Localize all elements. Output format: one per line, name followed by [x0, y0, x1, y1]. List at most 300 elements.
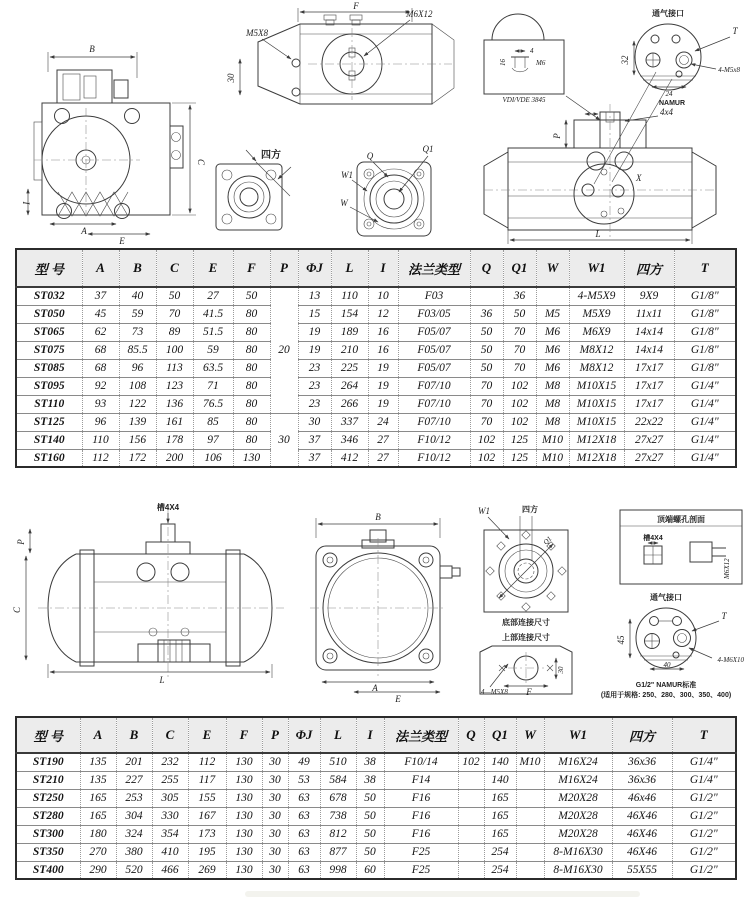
- value-cell: 173: [188, 825, 226, 843]
- value-cell: 80: [233, 413, 270, 431]
- value-cell: M20X28: [544, 789, 612, 807]
- value-cell: 165: [80, 807, 116, 825]
- dim-label-w: W: [340, 198, 348, 208]
- value-cell: 80: [233, 431, 270, 449]
- value-cell: M8: [536, 413, 569, 431]
- value-cell: 70: [470, 413, 503, 431]
- value-cell: 106: [193, 449, 233, 467]
- value-cell: 19: [368, 395, 398, 413]
- model-cell: ST065: [16, 323, 82, 341]
- value-cell: 16: [368, 323, 398, 341]
- value-cell: 304: [116, 807, 152, 825]
- value-cell: [516, 771, 544, 789]
- value-cell: [458, 789, 484, 807]
- value-cell: M10X15: [569, 377, 624, 395]
- table-row: [16, 323, 736, 341]
- value-cell: G1/2": [672, 825, 736, 843]
- value-cell: 412: [331, 449, 368, 467]
- vent-dim-32: 32: [620, 55, 630, 65]
- value-cell: 22x22: [624, 413, 674, 431]
- table-row: [16, 861, 736, 879]
- column-header: P: [270, 249, 298, 287]
- value-cell: M10X15: [569, 413, 624, 431]
- value-cell: 23: [298, 359, 331, 377]
- bolt-label-4m5x8-2: 4—M5X8: [481, 688, 508, 696]
- value-cell: [458, 807, 484, 825]
- value-cell: 85: [193, 413, 233, 431]
- dim-label-w1-2: W1: [478, 506, 490, 516]
- value-cell: 877: [320, 843, 356, 861]
- value-cell: 80: [233, 395, 270, 413]
- model-cell: ST075: [16, 341, 82, 359]
- column-header: E: [188, 717, 226, 753]
- upper-connection-caption: 上部连接尺寸: [502, 633, 550, 642]
- value-cell: F14: [384, 771, 458, 789]
- table-row: [16, 305, 736, 323]
- value-cell: 30: [262, 861, 288, 879]
- value-cell: 140: [484, 753, 516, 771]
- value-cell: G1/8": [674, 305, 736, 323]
- value-cell: 49: [288, 753, 320, 771]
- value-cell: 17x17: [624, 359, 674, 377]
- table-row: [16, 771, 736, 789]
- value-cell: 266: [331, 395, 368, 413]
- value-cell: 13: [298, 287, 331, 305]
- value-cell: 324: [116, 825, 152, 843]
- value-cell: 9X9: [624, 287, 674, 305]
- value-cell: 27: [193, 287, 233, 305]
- value-cell: 37: [298, 449, 331, 467]
- value-cell: 14x14: [624, 341, 674, 359]
- value-cell: M12X18: [569, 449, 624, 467]
- column-header: L: [320, 717, 356, 753]
- value-cell: 130: [226, 807, 262, 825]
- value-cell: 50: [503, 305, 536, 323]
- table-row: [16, 843, 736, 861]
- value-cell: G1/4": [672, 771, 736, 789]
- value-cell: [516, 825, 544, 843]
- value-cell: 130: [226, 771, 262, 789]
- dim-label-a2: A: [372, 683, 378, 693]
- value-cell: 102: [470, 431, 503, 449]
- column-header: B: [119, 249, 156, 287]
- value-cell: 8-M16X30: [544, 861, 612, 879]
- column-header: Q1: [484, 717, 516, 753]
- value-cell: 136: [156, 395, 193, 413]
- column-header: W: [536, 249, 569, 287]
- value-cell: 172: [119, 449, 156, 467]
- value-cell: G1/4": [674, 449, 736, 467]
- dim-label-w1: W1: [341, 170, 353, 180]
- value-cell: 232: [152, 753, 188, 771]
- model-cell: ST300: [16, 825, 80, 843]
- value-cell: 80: [233, 305, 270, 323]
- model-cell: ST125: [16, 413, 82, 431]
- value-cell: 122: [119, 395, 156, 413]
- value-cell: 89: [156, 323, 193, 341]
- value-cell: 50: [356, 789, 384, 807]
- value-cell: 45: [82, 305, 119, 323]
- value-cell: M8X12: [569, 359, 624, 377]
- value-cell: M6: [536, 323, 569, 341]
- value-cell: M6X9: [569, 323, 624, 341]
- value-cell: 70: [503, 341, 536, 359]
- value-cell: 130: [226, 843, 262, 861]
- value-cell: 270: [80, 843, 116, 861]
- value-cell: M10: [516, 753, 544, 771]
- value-cell: G1/8": [674, 323, 736, 341]
- value-cell: 254: [484, 843, 516, 861]
- column-header: A: [82, 249, 119, 287]
- value-cell: 50: [470, 341, 503, 359]
- namur-sizes-caption: (适用于规格: 250、280、300、350、400): [600, 692, 732, 699]
- value-cell: 17x17: [624, 395, 674, 413]
- value-cell: 27x27: [624, 449, 674, 467]
- column-header: F: [233, 249, 270, 287]
- dim-label-i: I: [21, 201, 31, 205]
- value-cell: 46X46: [612, 825, 672, 843]
- vdi-vde-detail-drawing: [484, 14, 600, 120]
- value-cell: 180: [80, 825, 116, 843]
- model-cell: ST032: [16, 287, 82, 305]
- table-row: [16, 413, 736, 431]
- value-cell: 112: [188, 753, 226, 771]
- value-cell: 189: [331, 323, 368, 341]
- column-header: C: [156, 249, 193, 287]
- value-cell: 96: [119, 359, 156, 377]
- value-cell: M10X15: [569, 395, 624, 413]
- bottom-connection-caption: 底部连接尺寸: [502, 618, 550, 627]
- cylinder-side-view-drawing: [12, 502, 284, 685]
- column-header: W1: [544, 717, 612, 753]
- column-header: 四方: [624, 249, 674, 287]
- value-cell: 50: [356, 807, 384, 825]
- vdi-dim-4: 4: [530, 47, 534, 55]
- value-cell: 108: [119, 377, 156, 395]
- value-cell: 70: [470, 395, 503, 413]
- value-cell: 135: [80, 753, 116, 771]
- value-cell: 30: [262, 807, 288, 825]
- vdi-dim-16: 16: [499, 59, 507, 66]
- value-cell: 998: [320, 861, 356, 879]
- value-cell: 60: [356, 861, 384, 879]
- dim-label-f: F: [353, 1, 359, 11]
- value-cell: 8-M16X30: [544, 843, 612, 861]
- value-cell: 70: [470, 377, 503, 395]
- value-cell: F03: [398, 287, 470, 305]
- value-cell: 59: [193, 341, 233, 359]
- value-cell: G1/4": [674, 413, 736, 431]
- value-cell: 264: [331, 377, 368, 395]
- dim-label-c: C: [196, 158, 206, 166]
- value-cell: 23: [298, 377, 331, 395]
- value-cell: 102: [503, 377, 536, 395]
- value-cell: 68: [82, 359, 119, 377]
- table-row: [16, 431, 736, 449]
- value-cell: 41.5: [193, 305, 233, 323]
- value-cell: 678: [320, 789, 356, 807]
- value-cell: [536, 287, 569, 305]
- value-cell: 110: [331, 287, 368, 305]
- column-header: T: [672, 717, 736, 753]
- bolt-label-4m5x8: 4-M5x8: [718, 66, 740, 74]
- value-cell: 63: [288, 843, 320, 861]
- slot-label-4x4: 4x4: [660, 107, 673, 117]
- column-header: 法兰类型: [398, 249, 470, 287]
- value-cell: 210: [331, 341, 368, 359]
- value-cell: 37: [298, 431, 331, 449]
- table-row: [16, 395, 736, 413]
- column-header: C: [152, 717, 188, 753]
- bolt-label-4m6x10: 4-M6X10: [717, 656, 744, 664]
- value-cell: 46x46: [612, 789, 672, 807]
- dim-label-p: P: [552, 133, 562, 139]
- value-cell: 70: [503, 359, 536, 377]
- model-cell: ST210: [16, 771, 80, 789]
- value-cell: 165: [484, 789, 516, 807]
- value-cell: 38: [356, 753, 384, 771]
- value-cell: 130: [233, 449, 270, 467]
- value-cell: 76.5: [193, 395, 233, 413]
- value-cell: 36: [503, 287, 536, 305]
- value-cell: 130: [226, 753, 262, 771]
- column-header: ΦJ: [298, 249, 331, 287]
- value-cell: 19: [368, 359, 398, 377]
- value-cell: 305: [152, 789, 188, 807]
- value-cell: F16: [384, 807, 458, 825]
- value-cell: M5: [536, 305, 569, 323]
- dim-label-c2: C: [12, 606, 22, 614]
- value-cell: 100: [156, 341, 193, 359]
- value-cell: 165: [80, 789, 116, 807]
- value-cell: G1/2": [672, 789, 736, 807]
- value-cell: 36x36: [612, 753, 672, 771]
- table-row: [16, 825, 736, 843]
- value-cell: 253: [116, 789, 152, 807]
- value-cell: 178: [156, 431, 193, 449]
- column-header: I: [368, 249, 398, 287]
- value-cell: 50: [470, 323, 503, 341]
- dim-label-e2: E: [395, 694, 401, 704]
- value-cell: 200: [156, 449, 193, 467]
- value-cell: 14x14: [624, 323, 674, 341]
- value-cell: 4-M5X9: [569, 287, 624, 305]
- value-cell: 80: [233, 377, 270, 395]
- value-cell: 50: [156, 287, 193, 305]
- value-cell: 125: [503, 449, 536, 467]
- value-cell: F25: [384, 861, 458, 879]
- model-cell: ST250: [16, 789, 80, 807]
- value-cell: 55X55: [612, 861, 672, 879]
- value-cell: G1/2": [672, 843, 736, 861]
- value-cell: 53: [288, 771, 320, 789]
- table-row: [16, 341, 736, 359]
- model-cell: ST095: [16, 377, 82, 395]
- value-cell: 410: [152, 843, 188, 861]
- dim-label-q: Q: [366, 151, 374, 161]
- value-cell: 123: [156, 377, 193, 395]
- value-cell: 30: [262, 789, 288, 807]
- table-row: [16, 359, 736, 377]
- value-cell: 520: [116, 861, 152, 879]
- value-cell: 19: [298, 341, 331, 359]
- value-cell: F07/10: [398, 377, 470, 395]
- value-cell: F25: [384, 843, 458, 861]
- value-cell: G1/4": [672, 753, 736, 771]
- column-header: 型 号: [16, 717, 80, 753]
- value-cell: 63: [288, 789, 320, 807]
- value-cell: F16: [384, 825, 458, 843]
- value-cell: 40: [119, 287, 156, 305]
- value-cell: 466: [152, 861, 188, 879]
- square-drive-label: 四方: [261, 150, 281, 161]
- value-cell: 156: [119, 431, 156, 449]
- value-cell: 510: [320, 753, 356, 771]
- value-cell: 12: [368, 305, 398, 323]
- upper-connection-drawing: [480, 632, 572, 697]
- top-view-drawing: [226, 1, 454, 104]
- value-cell: 80: [233, 323, 270, 341]
- column-header: P: [262, 717, 288, 753]
- value-cell: [516, 807, 544, 825]
- value-cell: 62: [82, 323, 119, 341]
- value-cell: 102: [503, 395, 536, 413]
- value-cell: 154: [331, 305, 368, 323]
- value-cell: F05/07: [398, 323, 470, 341]
- value-cell: 254: [484, 861, 516, 879]
- column-header: Q: [458, 717, 484, 753]
- value-cell: [516, 861, 544, 879]
- value-cell: 130: [226, 861, 262, 879]
- value-cell: 71: [193, 377, 233, 395]
- dim-label-e: E: [119, 236, 125, 246]
- value-cell: 73: [119, 323, 156, 341]
- value-cell: 255: [152, 771, 188, 789]
- value-cell: [458, 843, 484, 861]
- value-cell: M16X24: [544, 771, 612, 789]
- value-cell: 117: [188, 771, 226, 789]
- slot-label-4x4-side: 槽4X4: [156, 503, 180, 512]
- table-row: [16, 377, 736, 395]
- value-cell: 50: [470, 359, 503, 377]
- value-cell: M16X24: [544, 753, 612, 771]
- value-cell: 70: [503, 323, 536, 341]
- vent-port-drawing-2: [601, 592, 745, 699]
- value-cell: 46X46: [612, 807, 672, 825]
- value-cell: M6: [536, 359, 569, 377]
- table-row: [16, 789, 736, 807]
- value-cell: 16: [368, 341, 398, 359]
- dimension-table-1: [15, 248, 737, 468]
- value-cell: 112: [82, 449, 119, 467]
- value-cell: 337: [331, 413, 368, 431]
- namur-standard-caption: G1/2" NAMUR标准: [635, 682, 697, 689]
- value-cell: 30: [262, 825, 288, 843]
- model-cell: ST190: [16, 753, 80, 771]
- value-cell: G1/4": [674, 395, 736, 413]
- value-cell: G1/2": [672, 861, 736, 879]
- page-bottom-bar: [245, 891, 640, 897]
- square-drive-flange-drawing: [216, 148, 291, 230]
- value-cell: 23: [298, 395, 331, 413]
- value-cell: 24: [368, 413, 398, 431]
- column-header: Q1: [503, 249, 536, 287]
- value-cell: 27: [368, 431, 398, 449]
- value-cell: 167: [188, 807, 226, 825]
- value-cell: [458, 825, 484, 843]
- value-cell: M5X9: [569, 305, 624, 323]
- port-label-t-2: T: [721, 611, 727, 621]
- header-row: [16, 249, 736, 287]
- value-cell: 195: [188, 843, 226, 861]
- dim-label-f2: F: [526, 687, 532, 697]
- value-cell: 63: [288, 861, 320, 879]
- column-header: 型 号: [16, 249, 82, 287]
- value-cell: 10: [368, 287, 398, 305]
- value-cell: 30: [262, 771, 288, 789]
- header-row: [16, 717, 736, 753]
- model-cell: ST085: [16, 359, 82, 377]
- value-cell: M20X28: [544, 807, 612, 825]
- dim-label-30: 30: [226, 73, 236, 83]
- value-cell: 85.5: [119, 341, 156, 359]
- vent-dim-40: 40: [663, 661, 671, 669]
- value-cell: G1/8": [674, 287, 736, 305]
- value-cell: M10: [536, 431, 569, 449]
- model-cell: ST350: [16, 843, 80, 861]
- value-cell: 17x17: [624, 377, 674, 395]
- value-cell: M12X18: [569, 431, 624, 449]
- value-cell: [458, 861, 484, 879]
- value-cell: 50: [233, 287, 270, 305]
- column-header: Q: [470, 249, 503, 287]
- column-header: ΦJ: [288, 717, 320, 753]
- value-cell: G1/4": [674, 431, 736, 449]
- value-cell: G1/4": [674, 377, 736, 395]
- port-label-t-1: T: [732, 26, 738, 36]
- value-cell: 59: [119, 305, 156, 323]
- value-cell: 140: [484, 771, 516, 789]
- value-cell: 269: [188, 861, 226, 879]
- dim-label-q1: Q1: [422, 144, 434, 154]
- value-cell: M8X12: [569, 341, 624, 359]
- value-cell: 80: [233, 341, 270, 359]
- value-cell: F05/07: [398, 359, 470, 377]
- value-cell: M20X28: [544, 825, 612, 843]
- value-cell: F10/12: [398, 431, 470, 449]
- value-cell: 30: [270, 413, 298, 467]
- model-cell: ST110: [16, 395, 82, 413]
- value-cell: 290: [80, 861, 116, 879]
- value-cell: 27: [368, 449, 398, 467]
- value-cell: 30: [262, 843, 288, 861]
- column-header: W: [516, 717, 544, 753]
- column-header: I: [356, 717, 384, 753]
- value-cell: 38: [356, 771, 384, 789]
- column-header: 法兰类型: [384, 717, 458, 753]
- vent-dim-45: 45: [616, 635, 626, 645]
- vent-title-2: 通气接口: [650, 593, 682, 602]
- value-cell: 161: [156, 413, 193, 431]
- value-cell: 165: [484, 825, 516, 843]
- model-cell: ST160: [16, 449, 82, 467]
- value-cell: 380: [116, 843, 152, 861]
- vdi-caption: VDI/VDE 3845: [502, 96, 546, 104]
- thread-label-m6x12-2: M6X12: [723, 558, 731, 579]
- value-cell: 19: [298, 323, 331, 341]
- front-view-drawing: [21, 44, 206, 246]
- value-cell: 19: [368, 377, 398, 395]
